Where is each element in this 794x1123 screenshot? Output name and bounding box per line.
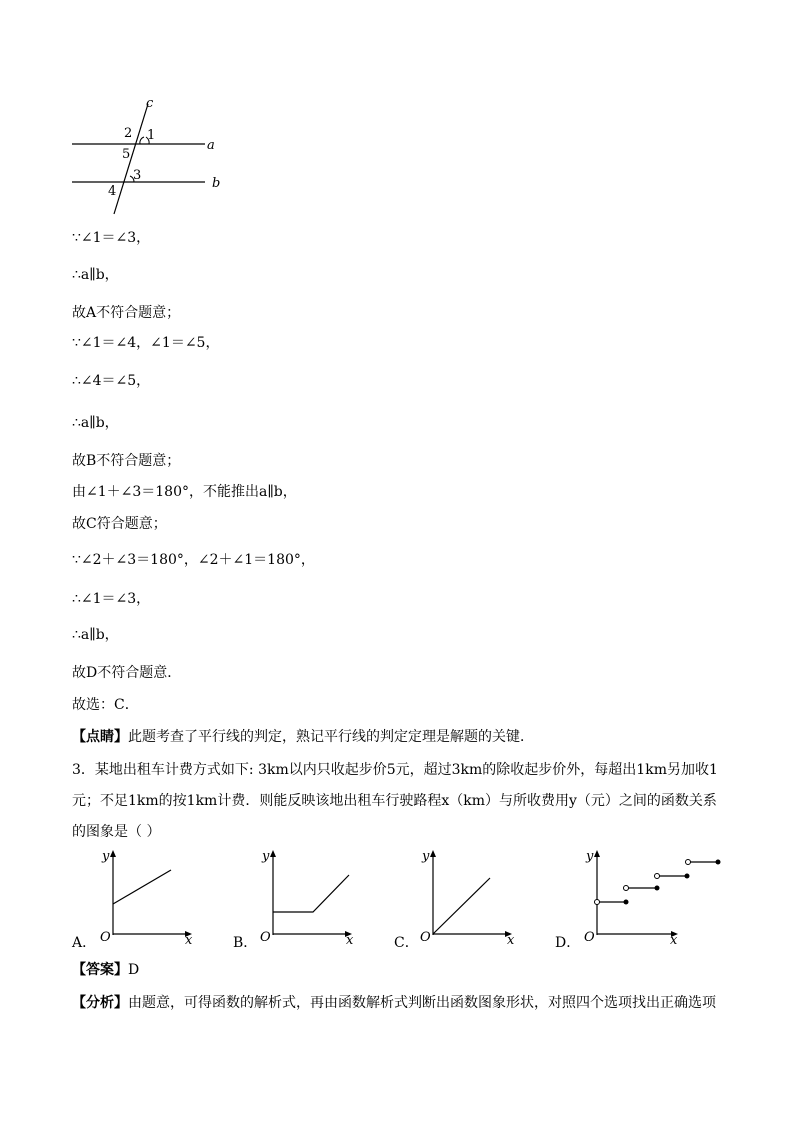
- option-b-origin: O: [260, 930, 271, 945]
- solution-line-10: ∵∠2＋∠3＝180°，∠2＋∠1＝180°，: [72, 552, 315, 568]
- transversal-c: [114, 104, 148, 214]
- option-a-y: y: [102, 849, 110, 864]
- angle-2-arc: [140, 137, 144, 144]
- option-a-origin: O: [100, 930, 111, 945]
- closed-dot: [685, 874, 690, 879]
- option-b-label[interactable]: B．: [233, 935, 258, 951]
- open-dot: [624, 886, 629, 891]
- option-a-x: x: [185, 933, 193, 948]
- label-a: a: [207, 138, 215, 153]
- option-a-label[interactable]: A．: [72, 935, 97, 951]
- analysis-paragraph: [72, 994, 716, 1012]
- option-b-x: x: [346, 933, 354, 948]
- closed-dot: [716, 860, 721, 865]
- label-1: 1: [147, 128, 156, 143]
- solution-line-13: 故D不符合题意．: [72, 665, 182, 681]
- solution-line-8: 由∠1＋∠3＝180°，不能推出a∥b，: [72, 484, 297, 500]
- option-d-y: y: [586, 849, 594, 864]
- answer-tag: 【答案】: [72, 962, 128, 978]
- label-b: b: [212, 176, 221, 191]
- solution-line-5: ∴∠4＝∠5，: [72, 373, 151, 389]
- solution-line-9: 故C符合题意；: [72, 516, 167, 532]
- option-c-label[interactable]: C．: [394, 935, 419, 951]
- option-c-origin: O: [420, 930, 431, 945]
- answer-paragraph: [72, 961, 139, 979]
- label-2: 2: [124, 126, 133, 141]
- solution-line-7: 故B不符合题意；: [72, 453, 181, 469]
- question-line-1: 3．某地出租车计费方式如下: 3km以内只收起步价5元，超过3km的除收起步价外，每超出1km另加收1: [72, 762, 718, 778]
- option-c-graph: [420, 849, 515, 948]
- closed-dot: [624, 900, 629, 905]
- option-b-y: y: [262, 849, 270, 864]
- option-b-graph: [260, 849, 354, 948]
- analysis-tag: 【分析】: [72, 995, 128, 1011]
- label-c: c: [146, 96, 154, 111]
- solution-line-6: ∴a∥b，: [72, 415, 119, 431]
- dianjing-tag: 【点睛】: [72, 729, 128, 745]
- solution-line-14: 故选：C．: [72, 697, 139, 713]
- solution-line-2: ∴a∥b，: [72, 267, 119, 283]
- solution-line-3: 故A不符合题意；: [72, 305, 181, 321]
- open-dot: [655, 874, 660, 879]
- option-d-x: x: [670, 933, 678, 948]
- open-dot: [595, 900, 600, 905]
- dianjing-text: 此题考查了平行线的判定，熟记平行线的判定定理是解题的关键．: [128, 729, 534, 745]
- answer-value: D: [128, 962, 140, 978]
- analysis-text: 由题意，可得函数的解析式，再由函数解析式判断出函数图象形状，对照四个选项找出正确选项: [128, 995, 716, 1011]
- label-5: 5: [122, 147, 131, 162]
- solution-line-1: ∵∠1＝∠3，: [72, 230, 151, 246]
- question-line-3: 的图象是（ ）: [72, 824, 161, 840]
- option-a-graph: [100, 849, 193, 948]
- option-d-graph: [584, 849, 721, 948]
- question-line-2: 元；不足1km的按1km计费．则能反映该地出租车行驶路程x（km）与所收费用y（元）之间的函数关系: [72, 793, 717, 809]
- dianjing-paragraph: [72, 728, 534, 746]
- solution-line-4: ∵∠1＝∠4，∠1＝∠5，: [72, 335, 220, 351]
- option-c-x: x: [507, 933, 515, 948]
- option-d-origin: O: [584, 930, 595, 945]
- option-c-y: y: [422, 849, 430, 864]
- closed-dot: [655, 886, 660, 891]
- label-4: 4: [108, 184, 117, 199]
- option-d-label[interactable]: D．: [555, 935, 581, 951]
- label-3: 3: [133, 168, 142, 183]
- solution-line-12: ∴a∥b，: [72, 627, 119, 643]
- open-dot: [686, 860, 691, 865]
- solution-line-11: ∴∠1＝∠3，: [72, 591, 151, 607]
- parallel-lines-figure: [60, 92, 240, 217]
